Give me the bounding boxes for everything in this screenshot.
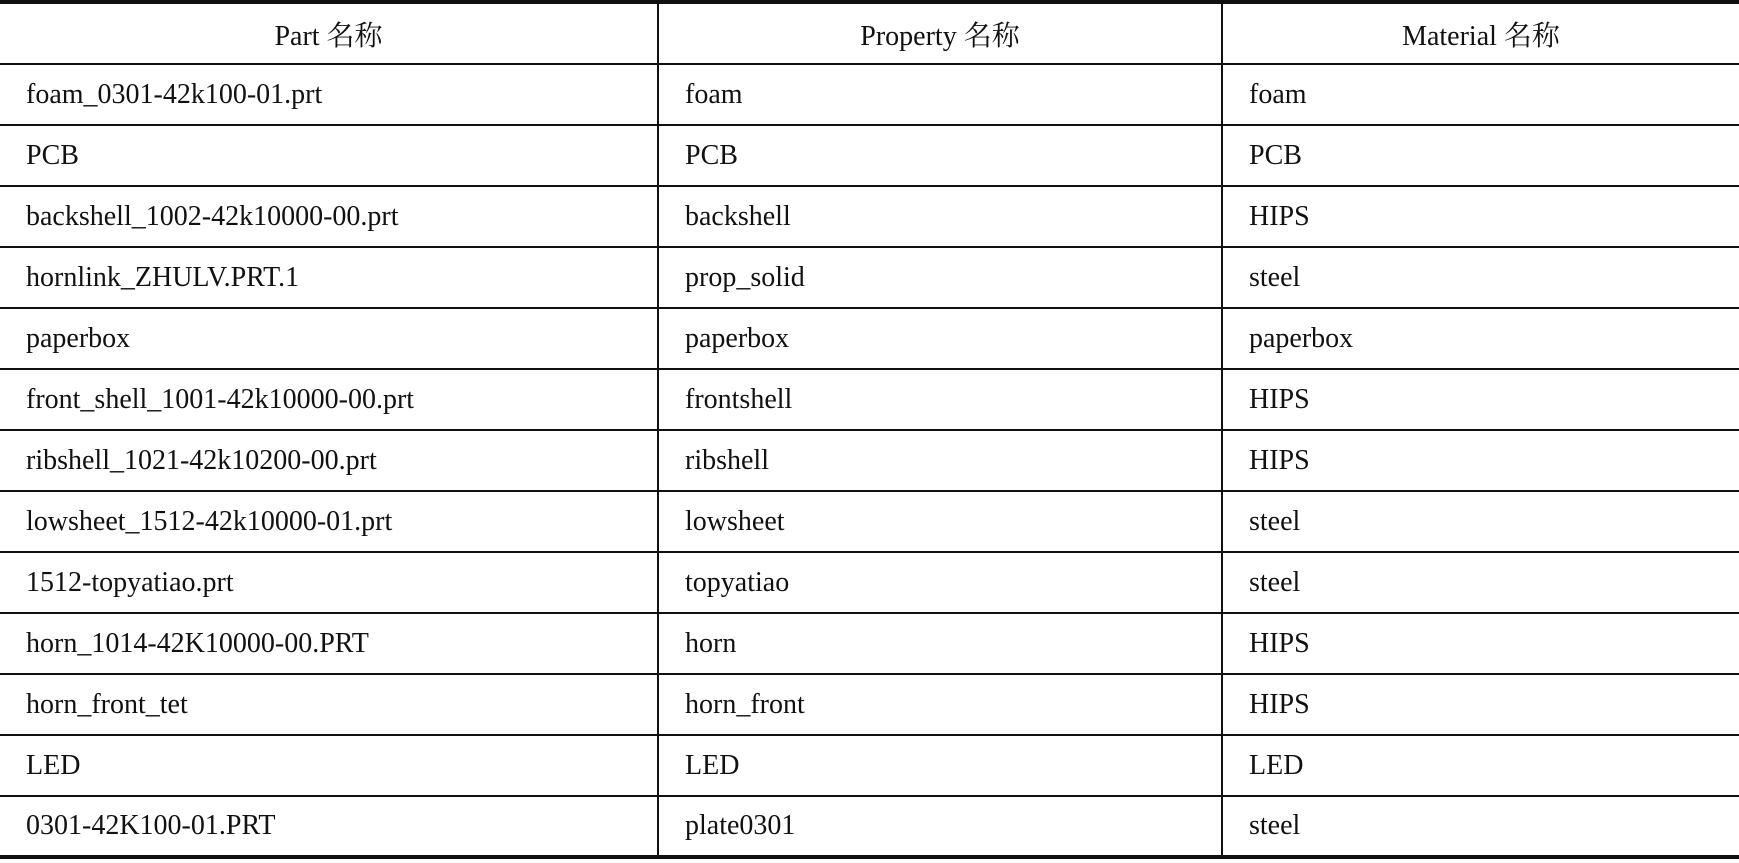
table-row [0, 674, 1739, 735]
cell-material: HIPS [1222, 186, 1739, 247]
cell-property: foam [658, 64, 1222, 125]
cell-part: backshell_1002-42k10000-00.prt [0, 186, 658, 247]
cell-property: PCB [658, 125, 1222, 186]
cell-property: horn_front [658, 674, 1222, 735]
header-material-name: Material 名称 [1222, 2, 1739, 64]
table-body [0, 64, 1739, 857]
table-row [0, 186, 1739, 247]
cell-material: steel [1222, 796, 1739, 857]
table-row [0, 369, 1739, 430]
cell-part: ribshell_1021-42k10200-00.prt [0, 430, 658, 491]
header-property-name: Property 名称 [658, 2, 1222, 64]
cell-part: front_shell_1001-42k10000-00.prt [0, 369, 658, 430]
cell-material: steel [1222, 491, 1739, 552]
table-row [0, 430, 1739, 491]
cell-part: 1512-topyatiao.prt [0, 552, 658, 613]
cell-property: paperbox [658, 308, 1222, 369]
cell-material: HIPS [1222, 674, 1739, 735]
cell-part: horn_front_tet [0, 674, 658, 735]
cell-property: frontshell [658, 369, 1222, 430]
cell-material: LED [1222, 735, 1739, 796]
table-row [0, 491, 1739, 552]
cell-property: lowsheet [658, 491, 1222, 552]
cell-material: HIPS [1222, 369, 1739, 430]
cell-part: PCB [0, 125, 658, 186]
cell-part: hornlink_ZHULV.PRT.1 [0, 247, 658, 308]
cell-property: prop_solid [658, 247, 1222, 308]
table-row [0, 308, 1739, 369]
cell-part: paperbox [0, 308, 658, 369]
cell-material: HIPS [1222, 430, 1739, 491]
cell-material: HIPS [1222, 613, 1739, 674]
cell-material: steel [1222, 552, 1739, 613]
cell-material: foam [1222, 64, 1739, 125]
cell-property: topyatiao [658, 552, 1222, 613]
cell-property: ribshell [658, 430, 1222, 491]
header-part-name: Part 名称 [0, 2, 658, 64]
table-row [0, 735, 1739, 796]
cell-property: LED [658, 735, 1222, 796]
cell-part: 0301-42K100-01.PRT [0, 796, 658, 857]
table-row [0, 552, 1739, 613]
table-row [0, 64, 1739, 125]
cell-part: LED [0, 735, 658, 796]
header-row [0, 2, 1739, 64]
table-row [0, 125, 1739, 186]
cell-property: horn [658, 613, 1222, 674]
cell-part: horn_1014-42K10000-00.PRT [0, 613, 658, 674]
cell-property: plate0301 [658, 796, 1222, 857]
cell-material: PCB [1222, 125, 1739, 186]
table-header [0, 2, 1739, 64]
table-row [0, 613, 1739, 674]
cell-part: lowsheet_1512-42k10000-01.prt [0, 491, 658, 552]
cell-part: foam_0301-42k100-01.prt [0, 64, 658, 125]
cell-material: paperbox [1222, 308, 1739, 369]
cell-property: backshell [658, 186, 1222, 247]
cell-material: steel [1222, 247, 1739, 308]
table-row [0, 796, 1739, 857]
table-row [0, 247, 1739, 308]
